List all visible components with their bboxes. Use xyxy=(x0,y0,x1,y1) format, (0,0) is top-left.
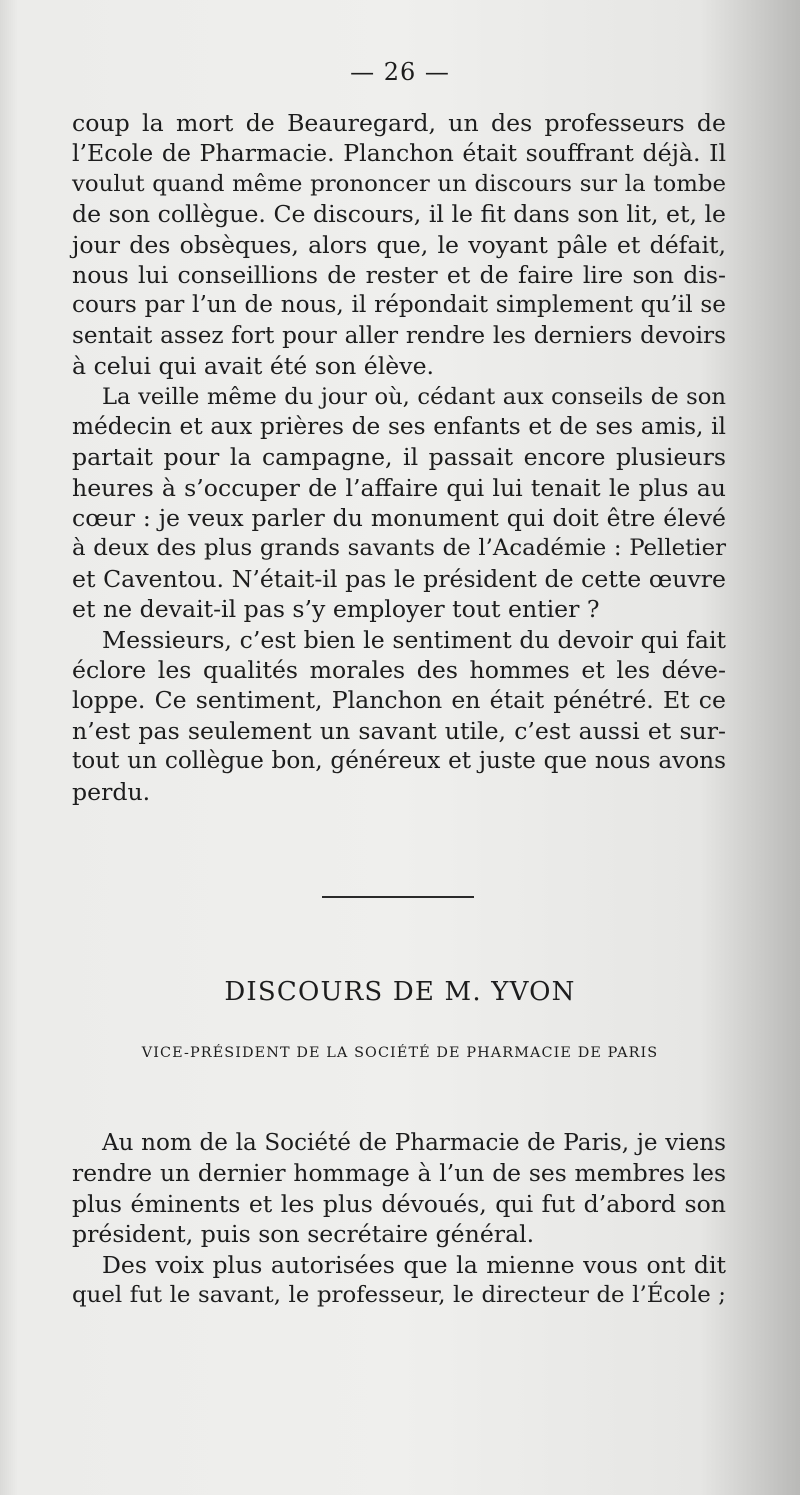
text-line: partait pour la campagne, il passait encore plusieurs xyxy=(72,443,726,472)
text-line: loppe. Ce sentiment, Planchon en était pénétré. Et ce xyxy=(72,686,726,715)
text-line: président, puis son secrétaire général. xyxy=(72,1220,535,1249)
text-line: n’est pas seulement un savant utile, c’est aussi et sur- xyxy=(72,716,726,745)
text-line: Au nom de la Société de Pharmacie de Paris, je viens xyxy=(102,1130,726,1156)
text-line: nous lui conseillions de rester et de faire lire son dis- xyxy=(72,260,726,289)
text-line: éclore les qualités morales des hommes et les déve- xyxy=(72,656,726,685)
text-block-top xyxy=(72,108,726,807)
text-line: l’Ecole de Pharmacie. Planchon était souffrant déjà. Il xyxy=(72,139,726,168)
text-line: La veille même du jour où, cédant aux conseils de son xyxy=(102,383,726,410)
text-line: et Caventou. N’était-il pas le président de cette œuvre xyxy=(72,564,726,593)
text-line: à celui qui avait été son élève. xyxy=(72,352,435,381)
text-block-bottom xyxy=(72,1128,726,1310)
paragraph-1 xyxy=(72,108,726,382)
paragraph-2 xyxy=(72,382,726,625)
text-line: sentait assez fort pour aller rendre les derniers devoirs xyxy=(72,321,726,349)
text-line: médecin et aux prières de ses enfants et de ses amis, il xyxy=(72,412,726,440)
text-line: heures à s’occuper de l’affaire qui lui tenait le plus au xyxy=(72,473,726,502)
text-line: quel fut le savant, le professeur, le directeur de l’École ; xyxy=(72,1281,726,1308)
text-line: et ne devait-il pas s’y employer tout entier ? xyxy=(72,595,600,624)
text-line: plus éminents et les plus dévoués, qui fut d’abord son xyxy=(72,1189,726,1218)
section-title: DISCOURS DE M. YVON xyxy=(224,977,576,1007)
section-subtitle: VICE-PRÉSIDENT DE LA SOCIÉTÉ DE PHARMACIE DE PARIS xyxy=(141,1045,659,1061)
paragraph-4 xyxy=(72,1128,726,1250)
paragraph-3 xyxy=(72,625,726,807)
text-line: perdu. xyxy=(72,777,151,806)
paragraph-5 xyxy=(72,1250,726,1311)
text-line: cœur : je veux parler du monument qui doit être élevé xyxy=(72,504,726,533)
text-line: coup la mort de Beauregard, un des professeurs de xyxy=(72,109,726,137)
text-line: Messieurs, c’est bien le sentiment du devoir qui fait xyxy=(102,625,726,654)
text-line: Des voix plus autorisées que la mienne vous ont dit xyxy=(102,1250,726,1279)
text-line: à deux des plus grands savants de l’Académie : Pelletier xyxy=(72,535,726,562)
text-line: jour des obsèques, alors que, le voyant pâle et défait, xyxy=(72,230,726,259)
text-line: de son collègue. Ce discours, il le fit dans son lit, et, le xyxy=(72,200,726,229)
page-number: — 26 — xyxy=(350,58,450,86)
text-line: tout un collègue bon, généreux et juste que nous avons xyxy=(72,747,726,775)
text-line: voulut quand même prononcer un discours sur la tombe xyxy=(72,170,726,197)
text-line: rendre un dernier hommage à l’un de ses membres les xyxy=(72,1159,726,1188)
section-divider xyxy=(322,896,474,898)
text-line: cours par l’un de nous, il répondait simplement qu’il se xyxy=(72,291,726,319)
